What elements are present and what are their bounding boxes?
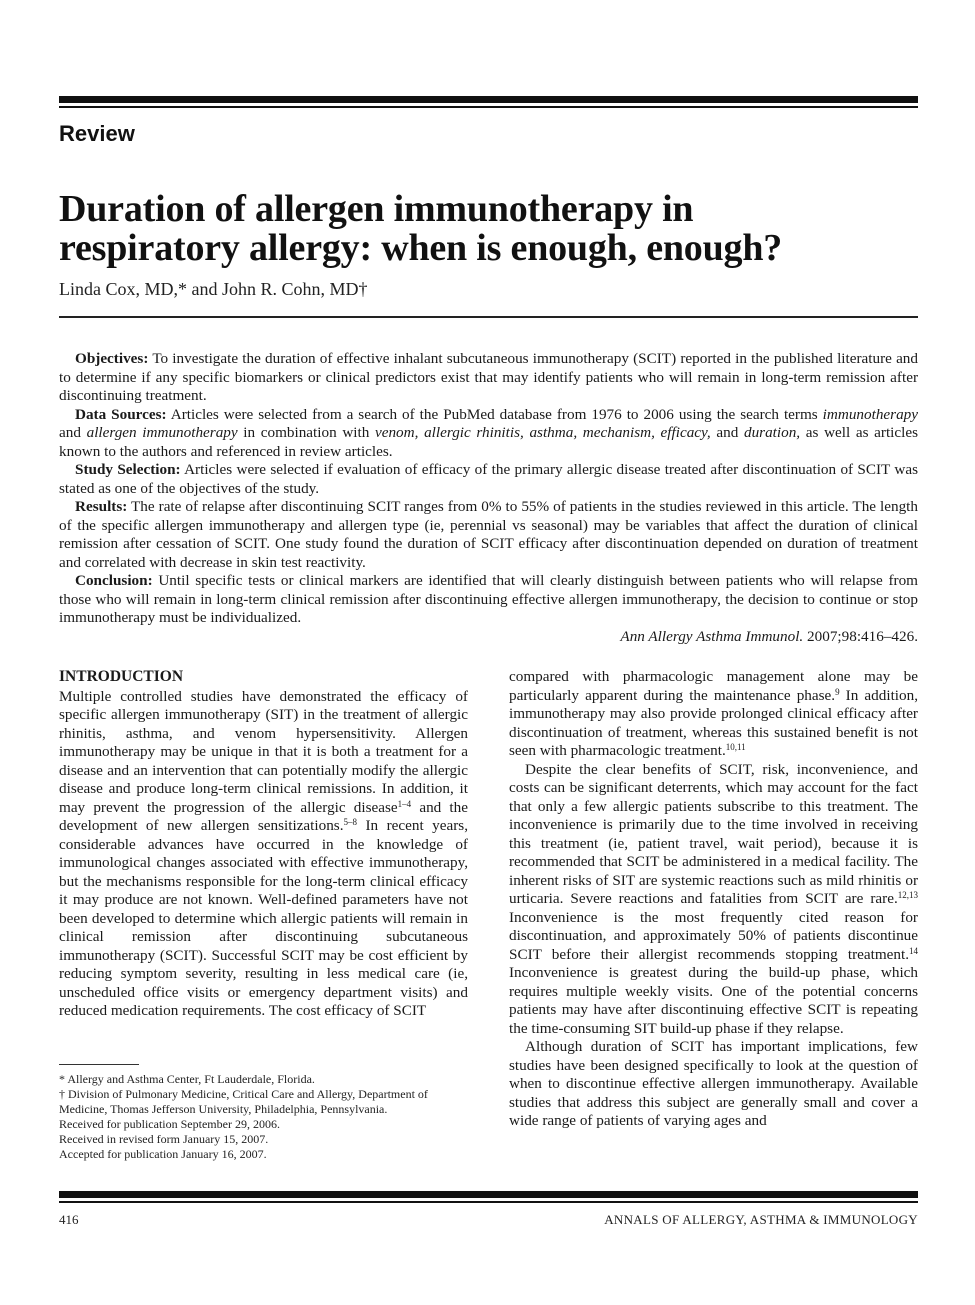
selection-text: Articles were selected if evaluation of efficacy of the primary allergic disease treated after discontinuation of SCIT was stated as one of the objectives of the study. — [59, 461, 919, 497]
footnote-affiliation-2: † Division of Pulmonary Medicine, Critical Care and Allergy, Department of Medicine, Thomas Jefferson University, Philadelphia, Pennsylvania. — [59, 1087, 428, 1116]
sources-text: in combination with — [243, 424, 370, 441]
header-divider — [59, 316, 918, 318]
body-text: In recent years, considerable advances have occurred in the knowledge of immunological changes associated with effective immunotherapy, but the mechanisms responsible for the long-term clinical efficacy it may produce are not known. Well-defined parameters have not been developed to determine which allergic patients will remain in clinical remission after discontinuing subcutaneous immunotherapy (SCIT). Successful SCIT may be cost efficient by reducing symptom severity, resulting in less medical care (ie, unscheduled office visits or emergency department visits) and reduced medication requirements. The cost efficacy of SCIT — [59, 817, 468, 1019]
citation-ref[interactable]: 14 — [909, 945, 918, 956]
abstract-objectives — [59, 350, 918, 406]
citation-ref[interactable]: 9 — [835, 686, 840, 697]
title-line-1: Duration of allergen immunotherapy in — [59, 188, 694, 230]
search-term: duration, — [743, 424, 801, 441]
intro-paragraph-1-cont — [509, 668, 918, 761]
citation-ref: 2007;98:416–426. — [807, 627, 918, 645]
objectives-text: To investigate the duration of effective inhalant subcutaneous immunotherapy (SCIT) reported in the published literature and to determine if any specific biomarkers or clinical predictors exist that may identify patients who will remain in long-term remission after discontinuing treatment. — [59, 350, 918, 404]
sources-label: Data Sources: — [75, 405, 167, 423]
column-right — [509, 668, 918, 1131]
search-term: venom, allergic rhinitis, asthma, mechanism, efficacy, — [374, 424, 711, 441]
body-text: compared with pharmacologic management alone may be particularly apparent during the maintenance phase. — [509, 668, 918, 704]
results-text: The rate of relapse after discontinuing SCIT ranges from 0% to 55% of patients in the studies reviewed in this article. The length of the specific allergen immunotherapy and allergen type (ie, perennial vs seasonal) may be variables that affect the duration of clinical remission after cessation of SCIT. One study found the duration of SCIT efficacy after discontinuation depended on duration of treatment and correlated with decrease in skin test reactivity. — [59, 498, 918, 571]
objectives-label: Objectives: — [75, 350, 149, 367]
sources-conjunction: and — [716, 424, 739, 441]
intro-paragraph-2 — [509, 761, 918, 1039]
section-heading: INTRODUCTION — [59, 668, 184, 685]
citation — [59, 628, 918, 647]
abstract-results — [59, 498, 918, 572]
body-text: Despite the clear benefits of SCIT, risk, inconvenience, and costs can be significant deterrents, which may account for the fact that only a few allergic patients subscribe to this treatment. The inconvenience is primarily due to the time involved in receiving this treatment (ie, patient travel, wait period), because it is recommended that SCIT be administered in a medical facility. The inherent risks of SIT are systemic reactions such as mild rhinitis or urticaria. Severe reactions and fatalities from SCIT are rare. — [509, 760, 918, 907]
article-title — [59, 190, 919, 268]
sources-text: as well as articles known to the authors and referenced in review articles. — [59, 424, 919, 460]
abstract-study-selection — [59, 461, 918, 498]
body-text: and the development of new allergen sensitizations. — [59, 798, 468, 834]
citation-ref[interactable]: 5–8 — [343, 817, 358, 827]
footnote-accepted: Accepted for publication January 16, 2007. — [59, 1147, 267, 1161]
citation-journal: Ann Allergy Asthma Immunol. — [620, 627, 804, 645]
search-term: allergen immunotherapy — [86, 424, 238, 441]
top-rule — [59, 96, 918, 108]
sources-text: Articles were selected from a search of the PubMed database from 1976 to 2006 using the search terms — [170, 405, 818, 423]
journal-name: ANNALS OF ALLERGY, ASTHMA & IMMUNOLOGY — [604, 1212, 918, 1227]
abstract — [59, 350, 918, 646]
citation-ref[interactable]: 10,11 — [725, 742, 746, 752]
conclusion-text: Until specific tests or clinical markers are identified that will clearly distinguish between patients who will relapse from those who will remain in long-term clinical remission after discontinuing effective allergen immunotherapy, the decision to continue or stop immunotherapy must be individualized. — [59, 572, 918, 626]
citation-ref[interactable]: 1–4 — [397, 798, 412, 809]
footnote-received: Received for publication September 29, 2006. — [59, 1117, 280, 1131]
footnote-divider — [59, 1064, 139, 1065]
selection-label: Study Selection: — [75, 461, 181, 478]
abstract-conclusion — [59, 572, 918, 628]
intro-paragraph-3: Although duration of SCIT has important implications, few studies have been designed specifically to look at the question of when to discontinue effective allergen immunotherapy. Available studies that address this subject are generally small and cover a wide range of patients of varying ages and — [509, 1038, 918, 1129]
body-text: Inconvenience is the most frequently cited reason for discontinuation, and approximately 50% of patients discontinue SCIT before their allergist recommends stopping treatment. — [509, 908, 918, 963]
search-term: immunotherapy — [822, 405, 919, 423]
body-text: Multiple controlled studies have demonstrated the efficacy of specific allergen immunotherapy (SIT) in the treatment of allergic rhinitis, asthma, and venom hypersensitivity. Allergen immunotherapy may be unique in that it is both a treatment for a disease and an intervention that can potentially modify the allergic disease and produce long-term clinical remissions. In addition, it may prevent the progression of the allergic disease — [59, 687, 468, 816]
results-label: Results: — [75, 498, 128, 515]
citation-ref[interactable]: 12,13 — [897, 890, 918, 900]
bottom-rule — [59, 1191, 918, 1203]
column-left — [59, 668, 468, 1021]
title-line-2: respiratory allergy: when is enough, enough? — [59, 227, 783, 269]
body-text: In addition, immunotherapy may also provide prolonged clinical efficacy after discontinuation of treatment, whereas this sustained benefit is not seen with pharmacologic treatment. — [509, 686, 918, 759]
page-number: 416 — [59, 1212, 79, 1227]
intro-paragraph-1 — [59, 688, 468, 1021]
conclusion-label: Conclusion: — [75, 572, 153, 589]
authors: Linda Cox, MD,* and John R. Cohn, MD† — [59, 279, 368, 299]
section-label: Review — [59, 121, 135, 146]
footnote-revised: Received in revised form January 15, 2007. — [59, 1132, 269, 1146]
body-text: Inconvenience is greatest during the build-up phase, which requires multiple weekly visits. One of the potential concerns patients may have after discontinuing effective SCIT is repeating the time-consuming SIT build-up phase if they relapse. — [509, 964, 918, 1037]
footnotes — [59, 1072, 479, 1162]
abstract-data-sources — [59, 406, 918, 462]
sources-conjunction: and — [59, 424, 81, 441]
footnote-affiliation-1: * Allergy and Asthma Center, Ft Lauderdale, Florida. — [59, 1072, 315, 1086]
